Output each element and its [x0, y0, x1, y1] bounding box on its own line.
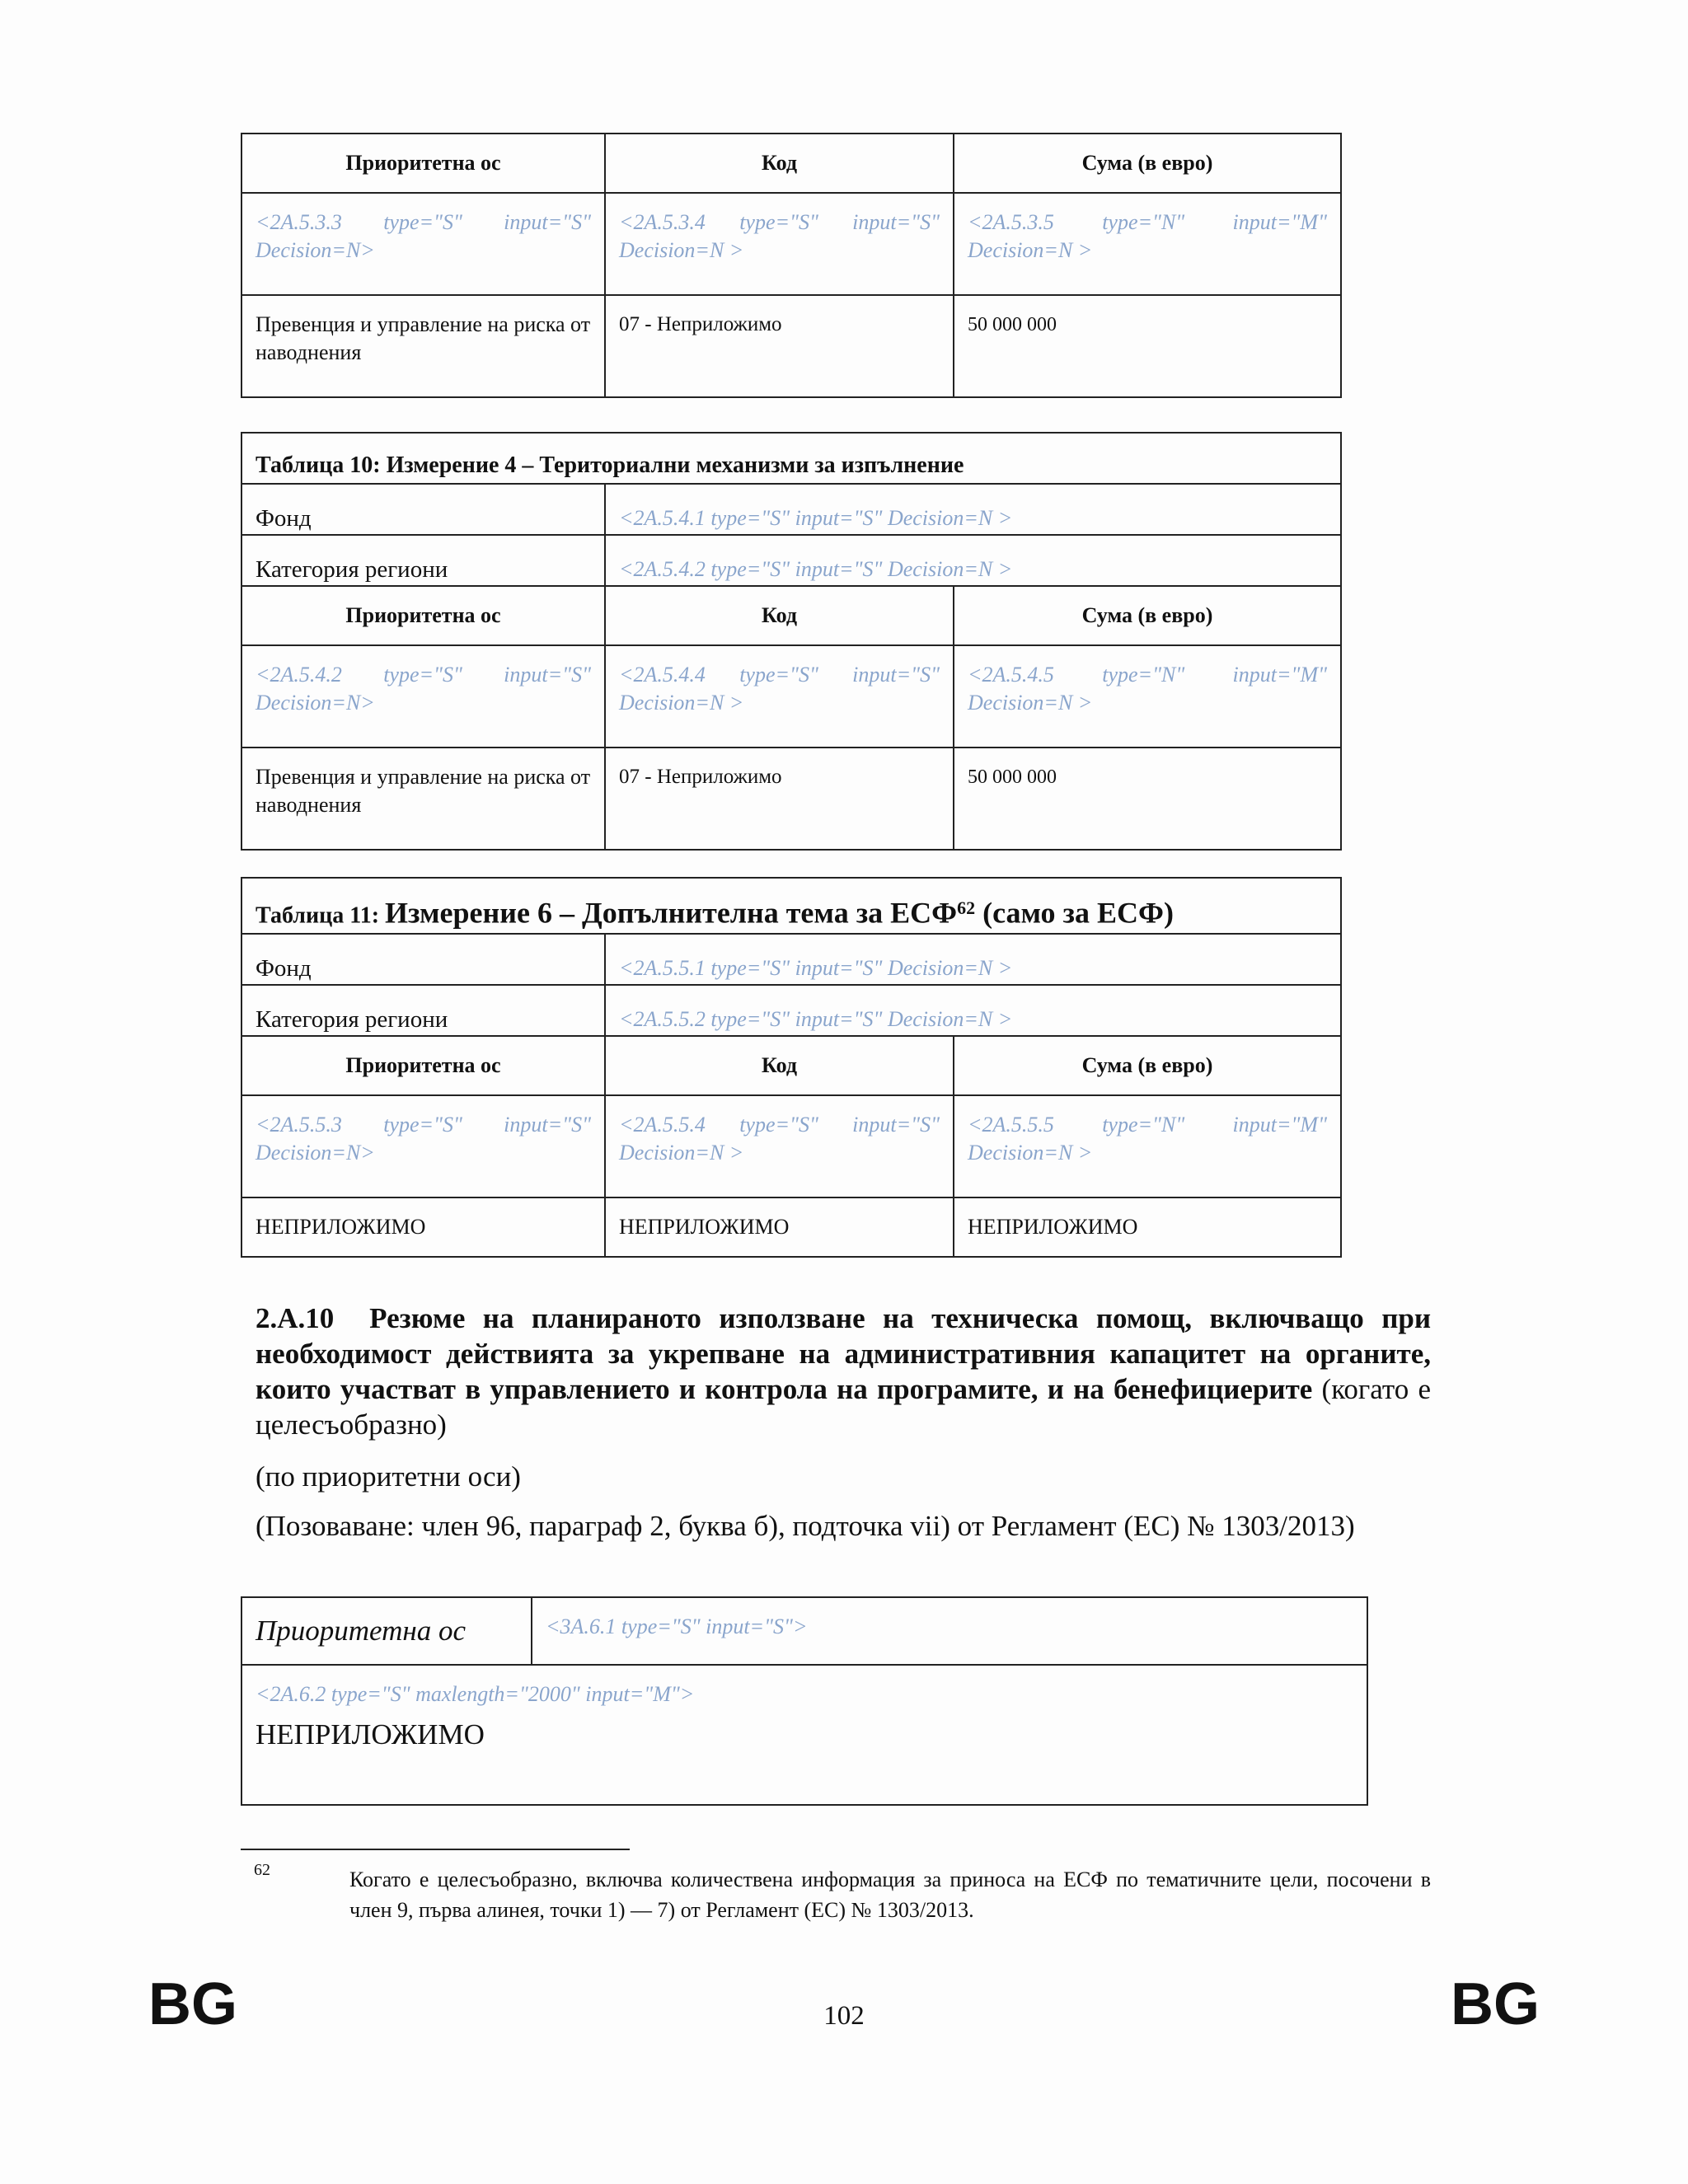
ta-summary-value: НЕПРИЛОЖИМО	[256, 1718, 485, 1750]
col-header-priority-axis: Приоритетна ос	[241, 586, 605, 645]
section-paragraph-reference: (Позоваване: член 96, параграф 2, буква б), подточка vii) от Регламент (ЕС) № 1303/2013)	[256, 1510, 1355, 1542]
priority-axis-value: Превенция и управление на риска от наводнения	[241, 295, 605, 397]
table-11-caption-suffix: (само за ЕСФ)	[975, 896, 1174, 929]
col-header-amount: Сума (в евро)	[954, 586, 1341, 645]
ta-summary-cell	[241, 1665, 1367, 1805]
fund-field-tag[interactable]: <2A.5.4.1 type="S" input="S" Decision=N >	[605, 484, 1341, 535]
table-11	[241, 877, 1342, 1258]
col-header-code: Код	[605, 586, 954, 645]
field-tag[interactable]: <2A.5.3.4 type="S" input="S" Decision=N >	[605, 193, 954, 295]
fund-label: Фонд	[241, 934, 605, 985]
table-11-caption-prefix: Таблица 11:	[256, 902, 386, 928]
region-category-label: Категория региони	[241, 535, 605, 586]
priority-axis-label: Приоритетна ос	[241, 1597, 532, 1665]
col-header-amount: Сума (в евро)	[954, 134, 1341, 193]
field-tag[interactable]: <2A.5.5.5 type="N" input="M" Decision=N >	[954, 1095, 1341, 1197]
fund-label: Фонд	[241, 484, 605, 535]
section-number: 2.A.10	[256, 1302, 335, 1334]
section-paragraph-axes: (по приоритетни оси)	[256, 1460, 521, 1493]
code-value: НЕПРИЛОЖИМО	[605, 1197, 954, 1257]
code-value: 07 - Неприложимо	[605, 295, 954, 397]
field-tag[interactable]: <2A.5.4.5 type="N" input="M" Decision=N >	[954, 645, 1341, 748]
region-category-field-tag[interactable]: <2A.5.4.2 type="S" input="S" Decision=N >	[605, 535, 1341, 586]
field-tag[interactable]: <2A.5.5.4 type="S" input="S" Decision=N >	[605, 1095, 954, 1197]
table-11-caption-main: Измерение 6 – Допълнителна тема за ЕСФ	[385, 896, 958, 929]
footnote-ref[interactable]: 62	[957, 897, 976, 918]
footnote-number: 62	[254, 1861, 270, 1879]
field-tag[interactable]: <2A.5.4.4 type="S" input="S" Decision=N >	[605, 645, 954, 748]
field-tag[interactable]: <2A.5.3.3 type="S" input="S" Decision=N>	[241, 193, 605, 295]
footnote-text: Когато е целесъобразно, включва количествена информация за приноса на ЕСФ по тематичните цели, посочени в член 9, първа алинея, точки 1) — 7) от Регламент (ЕС) № 1303/2013.	[349, 1868, 1431, 1922]
priority-axis-field-tag[interactable]: <3A.6.1 type="S" input="S">	[532, 1597, 1367, 1665]
section-title: Резюме на планираното използване на техническа помощ, включващо при необходимост действията за укрепване на административния капацитет на органите, които участват в управлението и контрола на програмите, и на бенефициерите	[256, 1302, 1432, 1405]
amount-value: 50 000 000	[954, 295, 1341, 397]
field-tag[interactable]: <2A.5.3.5 type="N" input="M" Decision=N >	[954, 193, 1341, 295]
field-tag[interactable]: <2A.5.5.3 type="S" input="S" Decision=N>	[241, 1095, 605, 1197]
amount-value: НЕПРИЛОЖИМО	[954, 1197, 1341, 1257]
region-category-label: Категория региони	[241, 985, 605, 1036]
col-header-amount: Сума (в евро)	[954, 1036, 1341, 1095]
table-10-caption: Таблица 10: Измерение 4 – Териториални механизми за изпълнение	[241, 433, 1341, 484]
footnote-separator	[241, 1849, 630, 1850]
col-header-priority-axis: Приоритетна ос	[241, 1036, 605, 1095]
field-tag[interactable]: <2A.5.4.2 type="S" input="S" Decision=N>	[241, 645, 605, 748]
language-code-right: BG	[1451, 1971, 1540, 2037]
region-category-field-tag[interactable]: <2A.5.5.2 type="S" input="S" Decision=N >	[605, 985, 1341, 1036]
col-header-priority-axis: Приоритетна ос	[241, 134, 605, 193]
fund-field-tag[interactable]: <2A.5.5.1 type="S" input="S" Decision=N >	[605, 934, 1341, 985]
col-header-code: Код	[605, 1036, 954, 1095]
technical-assistance-table	[241, 1596, 1368, 1806]
col-header-code: Код	[605, 134, 954, 193]
priority-axis-value: Превенция и управление на риска от наводнения	[241, 748, 605, 850]
page-number: 102	[823, 2001, 865, 2031]
table-11-caption	[241, 878, 1341, 934]
ta-summary-field-tag[interactable]: <2A.6.2 type="S" maxlength="2000" input="M">	[256, 1682, 695, 1706]
amount-value: 50 000 000	[954, 748, 1341, 850]
language-code-left: BG	[148, 1971, 237, 2037]
table-10	[241, 432, 1342, 851]
section-heading	[256, 1301, 1431, 1442]
priority-axis-value: НЕПРИЛОЖИМО	[241, 1197, 605, 1257]
code-value: 07 - Неприложимо	[605, 748, 954, 850]
dimension-table-top	[241, 133, 1342, 398]
section-title-note: (когато е целесъобразно)	[256, 1373, 1432, 1441]
